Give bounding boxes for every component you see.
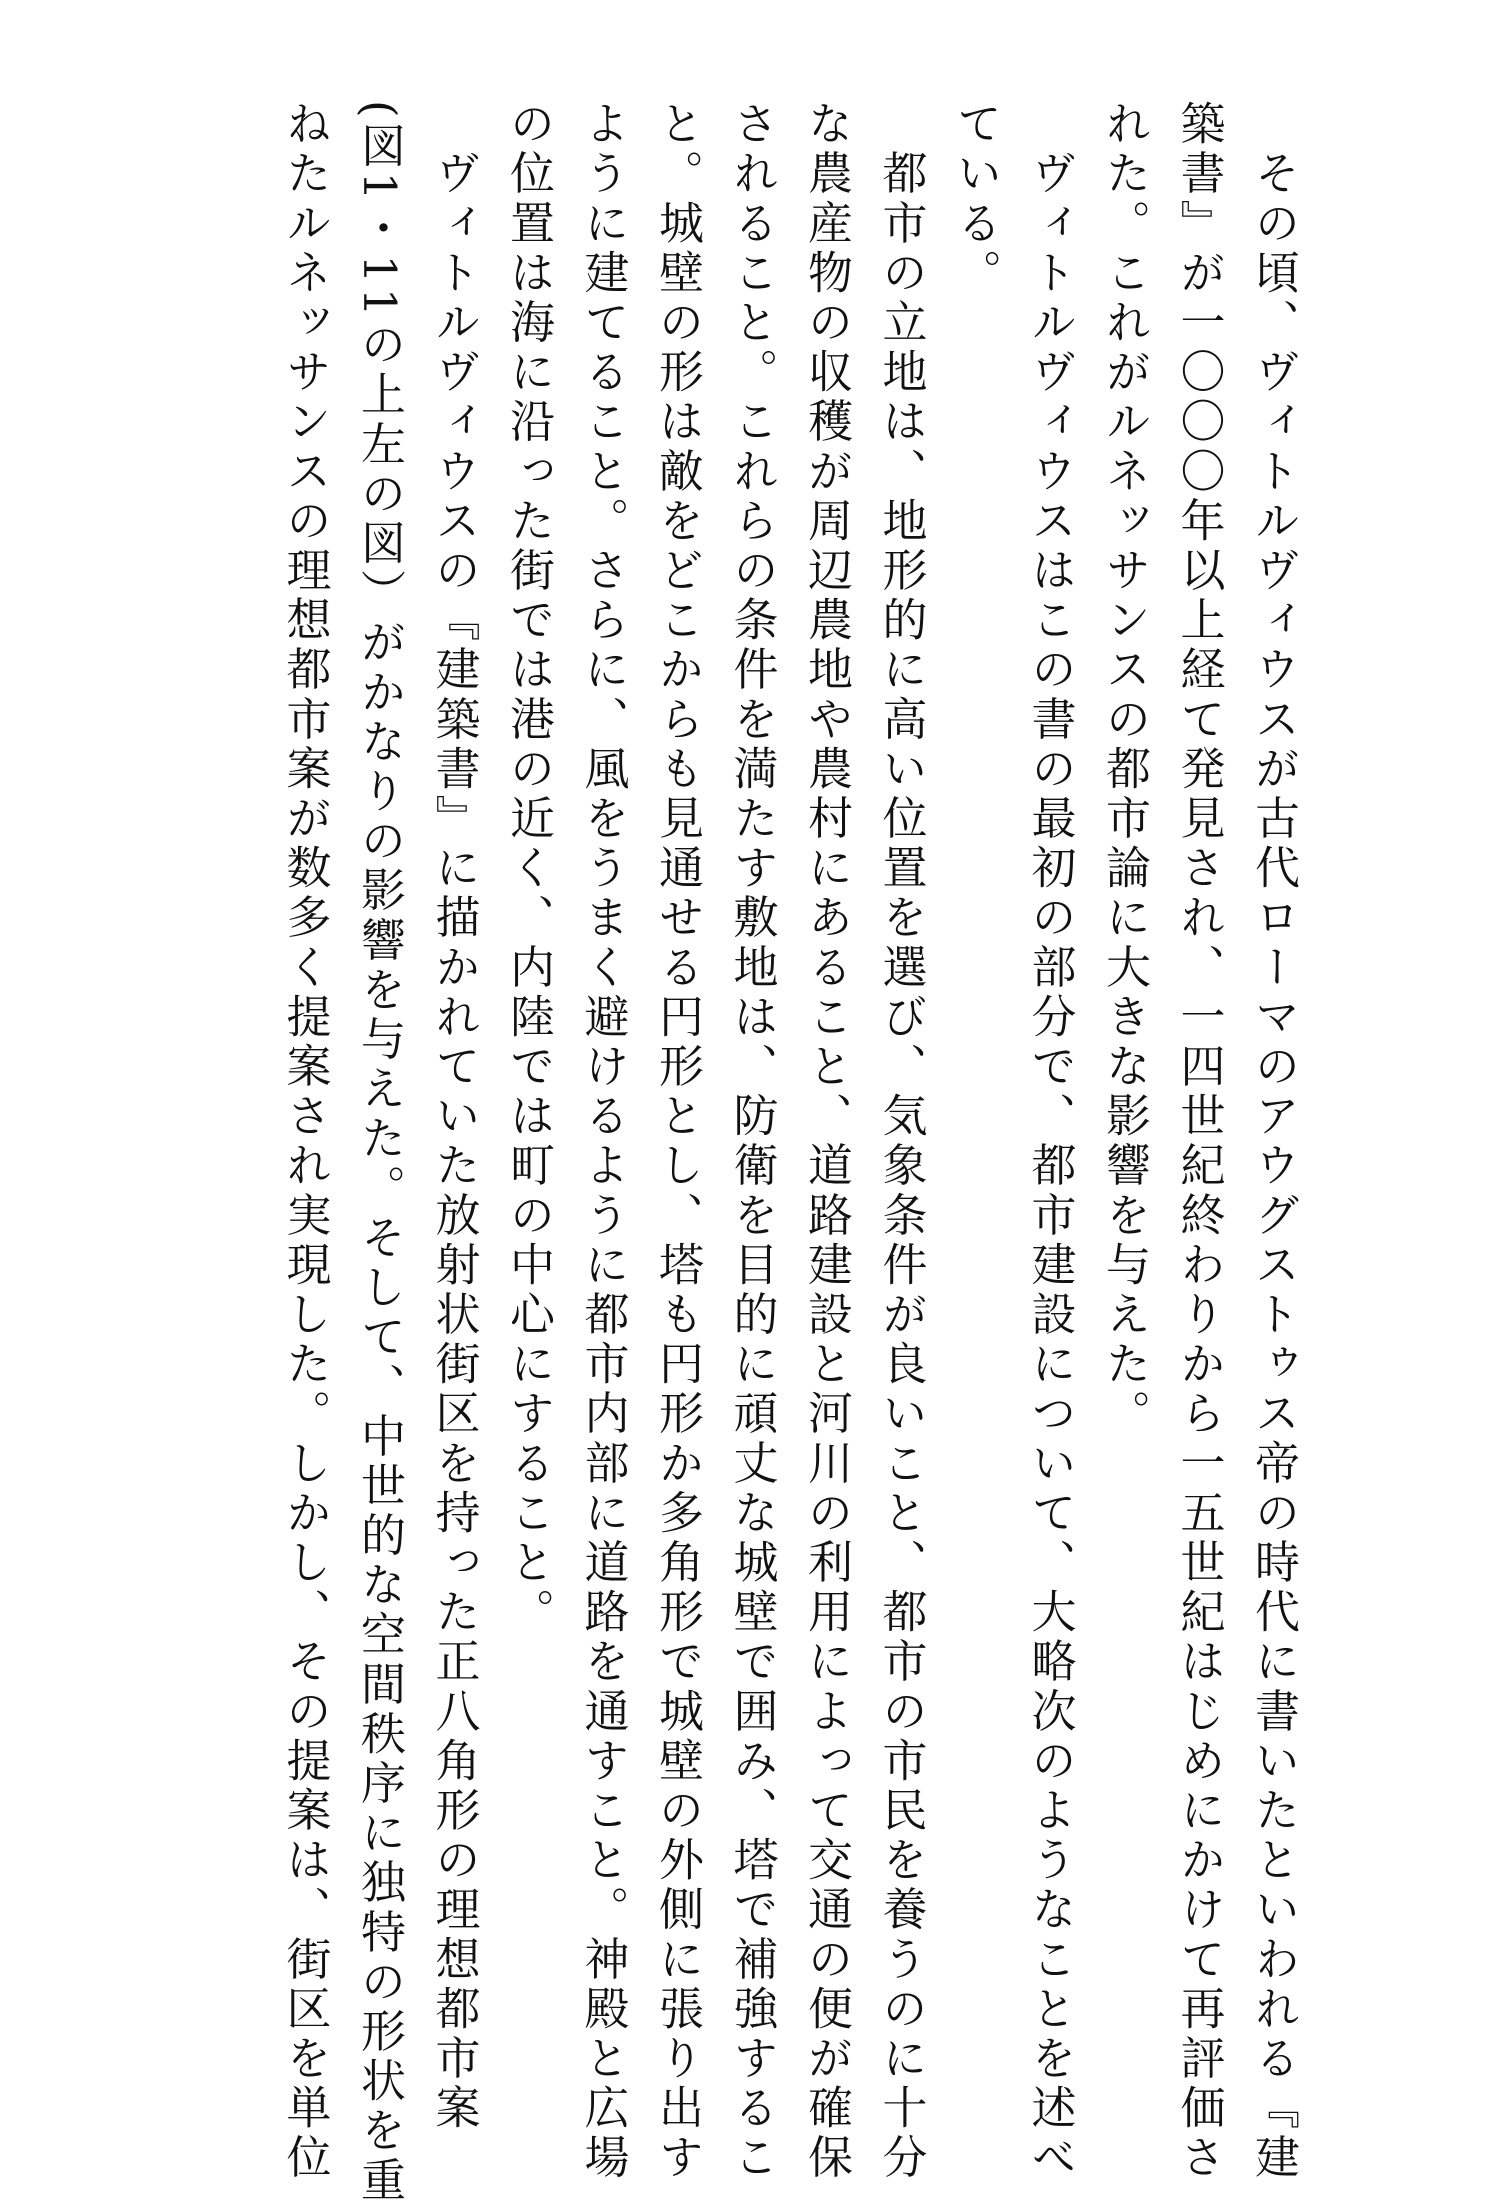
paragraph-2 xyxy=(938,100,1087,2184)
paragraph-4 xyxy=(267,100,491,2206)
paragraph-3 xyxy=(491,100,938,2184)
text-line: されること。これらの条件を満たす敷地は、防衛を目的に頑丈な城壁で囲み、塔で補強するこ xyxy=(725,100,779,2184)
text-line: 築書』が一〇〇〇年以上経て発見され、一四世紀終わりから一五世紀はじめにかけて再評価さ xyxy=(1172,100,1226,2184)
text-line: な農産物の収穫が周辺農地や農村にあること、道路建設と河川の利用によって交通の便が確保 xyxy=(800,100,853,2184)
paragraph-1 xyxy=(1087,100,1311,2184)
text-line: 都市の立地は、地形的に高い位置を選び、気象条件が良いこと、都市の市民を養うのに十分 xyxy=(874,100,928,2184)
text-line: れた。これがルネッサンスの都市論に大きな影響を与えた。 xyxy=(1098,100,1151,1440)
vertical-text-body xyxy=(267,100,1310,2206)
text-line: ヴィトルヴィウスはこの書の最初の部分で、都市建設について、大略次のようなことを述べ xyxy=(1023,100,1077,2184)
text-line: その頃、ヴィトルヴィウスが古代ローマのアウグストゥス帝の時代に書いたといわれる『建 xyxy=(1247,100,1300,2184)
text-line: ヴィトルヴィウスの『建築書』に描かれていた放射状街区を持った正八角形の理想都市案 xyxy=(427,100,481,2134)
text-line: ように建てること。さらに、風をうまく避けるように都市内部に道路を通すこと。神殿と広場 xyxy=(576,100,630,2184)
text-line: の位置は海に沿った街では港の近く、内陸では町の中心にすること。 xyxy=(502,100,555,1638)
text-line: と。城壁の形は敵をどこからも見通せる円形とし、塔も円形か多角形で城壁の外側に張り出す xyxy=(651,100,704,2184)
text-line: ねたルネッサンスの理想都市案が数多く提案され実現した。しかし、その提案は、街区を単位 xyxy=(278,100,332,2184)
text-line: ている。 xyxy=(949,100,1002,299)
text-line: (図1・11の上左の図）がかなりの影響を与えた。そして、中世的な空間秩序に独特の形状を重 xyxy=(353,100,406,2206)
